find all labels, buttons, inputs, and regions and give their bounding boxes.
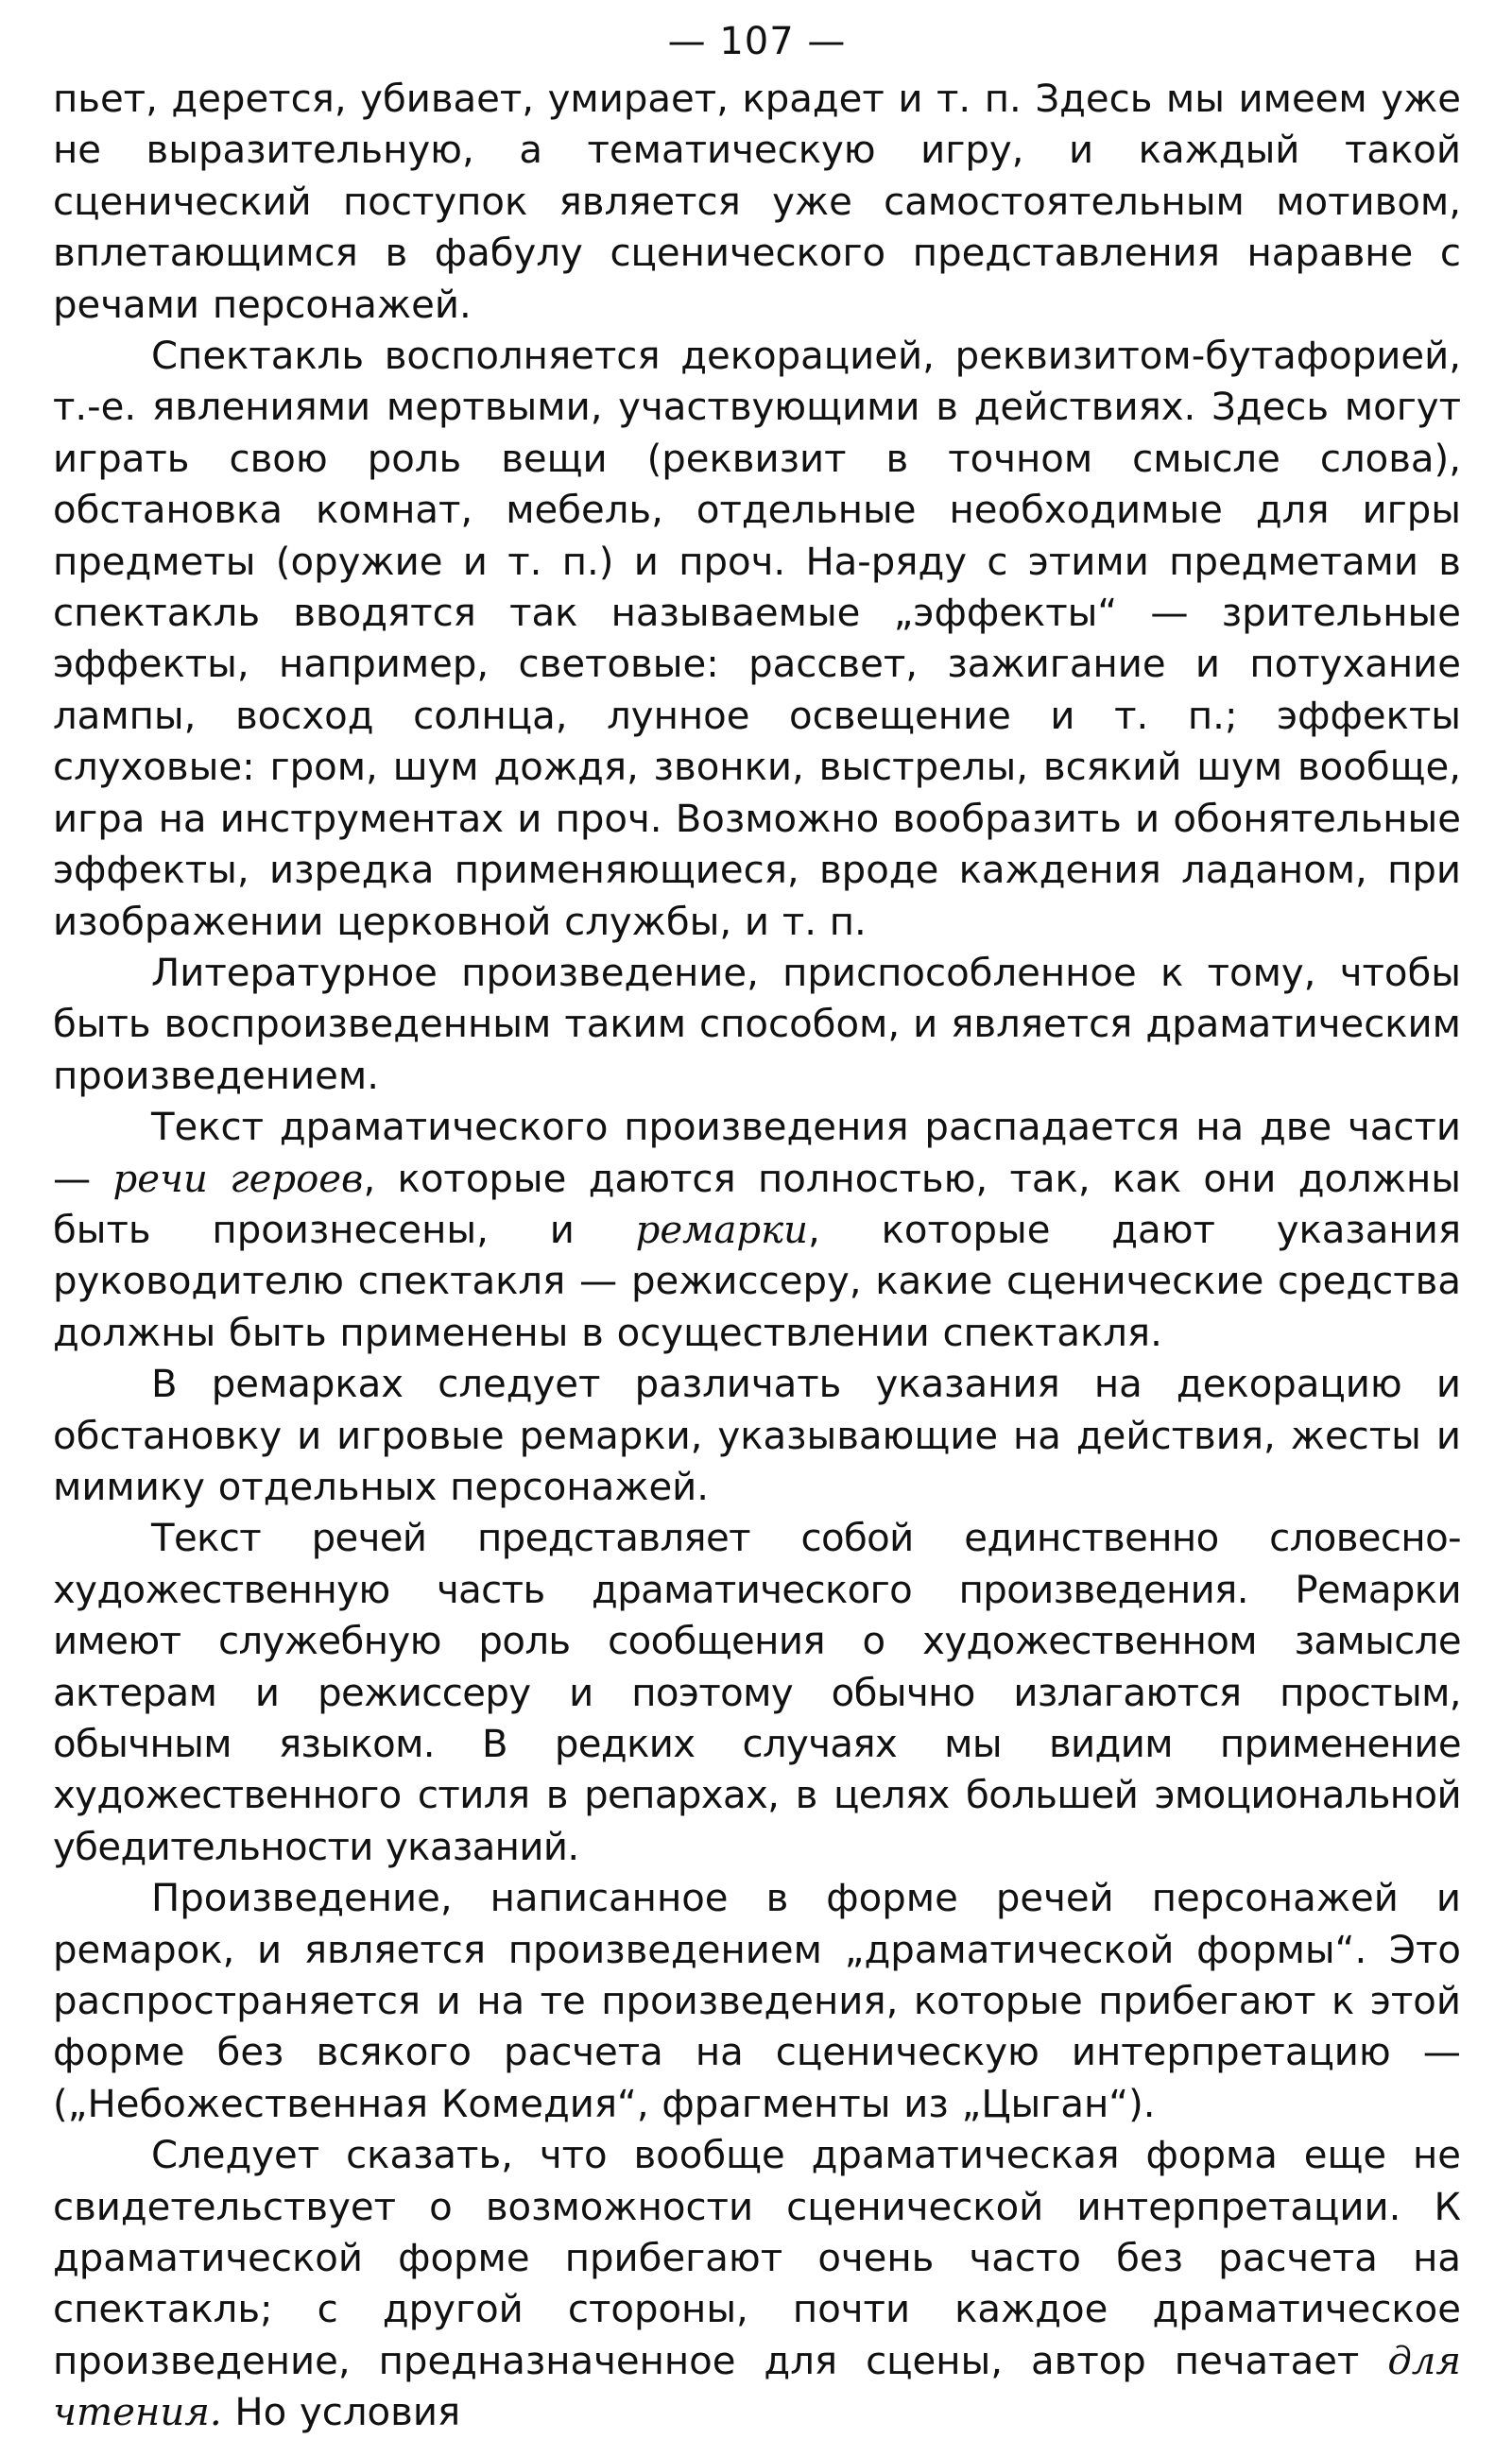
text-segment: Литературное произведение, приспособленное к тому, чтобы быть воспроизведенным таким способом, и является драматическим произведением.: [53, 951, 1461, 1098]
paragraph-8: [53, 2130, 1461, 2438]
paragraph-1: [53, 74, 1461, 331]
paragraph-3: [53, 948, 1461, 1102]
text-segment: Спектакль восполняется декорацией, реквизитом-бутафорией, т.-е. явлениями мертвыми, участвующими в действиях. Здесь могут играть свою роль вещи (реквизит в точном смысле слова), обстановка комнат, мебель, отдельные необходимые для игры предметы (оружие и т. п.) и проч. На-ряду с этими предметами в спектакль вводятся так называемые „эффекты“ — зрительные эффекты, например, световые: рассвет, зажигание и потухание лампы, восход солнца, лунное освещение и т. п.; эффекты слуховые: гром, шум дождя, звонки, выстрелы, всякий шум вообще, игра на инструментах и проч. Возможно вообразить и обонятельные эффекты, изредка применяющиеся, вроде каждения ладаном, при изображении церковной службы, и т. п.: [53, 335, 1461, 944]
italic-term: для чтения.: [53, 2339, 1461, 2435]
text-segment: , которые даются полностью, так, как они должны быть произнесены, и: [53, 1157, 1462, 1252]
text-segment: В ремарках следует различать указания на декорацию и обстановку и игровые ремарки, указывающие на действия, жесты и мимику отдельных персонажей.: [53, 1363, 1461, 1509]
page-number: — 107 —: [667, 20, 847, 63]
text-segment: Следует сказать, что вообще драматическая форма еще не свидетельствует о возможности сценической интерпретации. К драматической форме прибегают очень часто без расчета на спектакль; с другой стороны, почти каждое драматическое произведение, предназначенное для сцены, автор печатает: [53, 2134, 1461, 2383]
text-segment: Произведение, написанное в форме речей персонажей и ремарок, и является произведением „драматической формы“. Это распространяется и на те произведения, которые прибегают к этой форме без всякого расчета на сценическую интерпретацию — („Небожественная Комедия“, фрагменты из „Цыган“).: [53, 1877, 1461, 2126]
book-page: [53, 17, 1461, 2439]
paragraph-7: [53, 1873, 1461, 2130]
text-segment: Но условия: [221, 2391, 461, 2435]
text-segment: Текст драматического произведения распадается на две части —: [53, 1106, 1461, 1201]
italic-term: ремарки: [635, 1208, 809, 1252]
paragraph-6: [53, 1513, 1461, 1873]
paragraph-4: [53, 1102, 1461, 1359]
paragraph-5: [53, 1359, 1461, 1513]
text-segment: , которые дают указания руководителю спектакля — режиссеру, какие сценические средства должны быть применены в осуществлении спектакля.: [53, 1208, 1461, 1355]
italic-term: речи героев: [112, 1157, 364, 1201]
text-segment: Текст речей представляет собой единственно словесно-художественную часть драматического произведения. Ремарки имеют служебную роль сообщения о художественном замысле актерам и режиссеру и поэтому обычно излагаются простым, обычным языком. В редких случаях мы видим применение художественного стиля в репархах, в целях большей эмоциональной убедительности указаний.: [53, 1517, 1461, 1869]
paragraph-2: [53, 331, 1461, 948]
text-segment: пьет, дерется, убивает, умирает, крадет и т. п. Здесь мы имеем уже не выразительную, а тематическую игру, и каждый такой сценический поступок является уже самостоятельным мотивом, вплетающимся в фабулу сценического представления наравне с речами персонажей.: [53, 77, 1461, 327]
